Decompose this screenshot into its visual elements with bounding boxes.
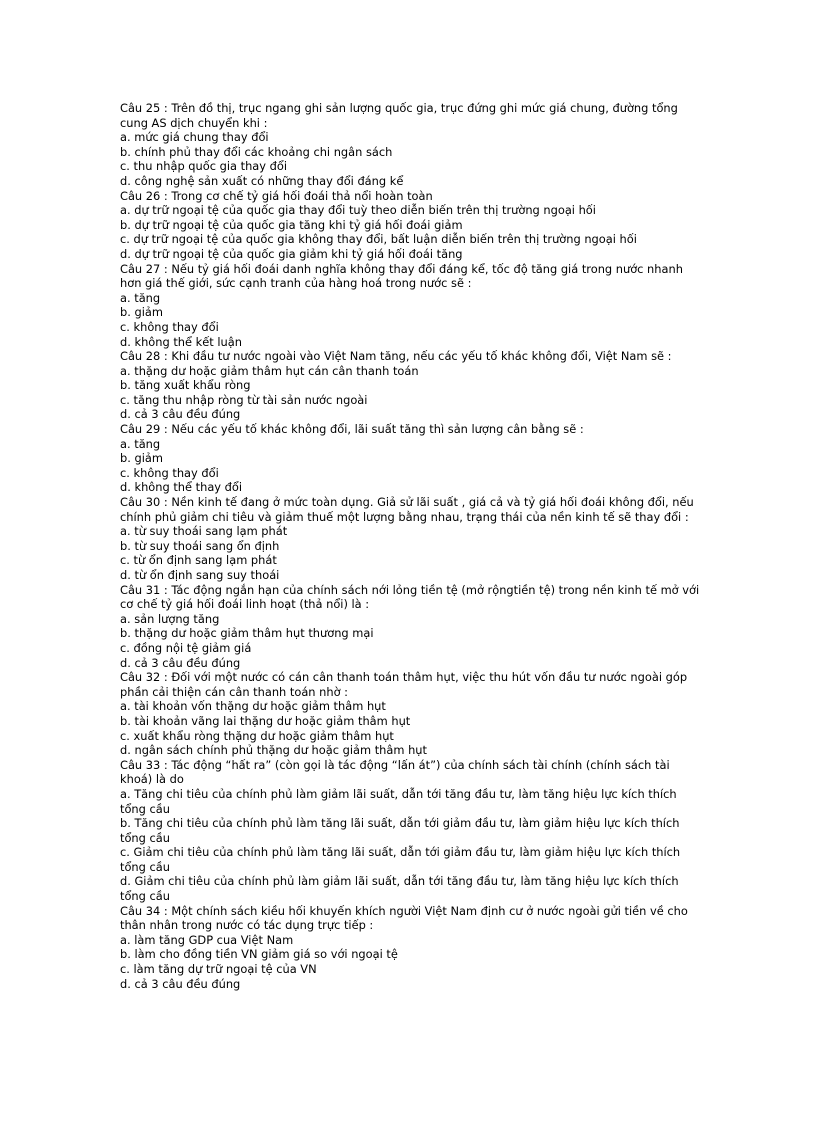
question-block (120, 583, 700, 671)
answer-option: d. cả 3 câu đều đúng (120, 655, 241, 670)
answer-option: d. cả 3 câu đều đúng (120, 976, 241, 991)
question-text: Câu 31 : Tác động ngắn hạn của chính sách nới lỏng tiền tệ (mở rộngtiền tệ) trong nền kinh tế mở với cơ chế tỷ giá hối đoái linh hoạt (thả nổi) là : (120, 582, 700, 612)
answer-option: d. công nghệ sản xuất có những thay đổi đáng kể (120, 173, 404, 188)
answer-option: b. dự trữ ngoại tệ của quốc gia tăng khi tỷ giá hối đoái giảm (120, 217, 463, 232)
question-text: Câu 29 : Nếu các yếu tố khác không đổi, lãi suất tăng thì sản lượng cân bằng sẽ : (120, 422, 584, 437)
question-block (120, 101, 700, 189)
question-text: Câu 28 : Khi đầu tư nước ngoài vào Việt Nam tăng, nếu các yếu tố khác không đổi, Việt Nam sẽ : (120, 349, 672, 364)
answer-option: a. tăng (120, 436, 161, 451)
answer-option: b. thặng dư hoặc giảm thâm hụt thương mại (120, 626, 374, 641)
answer-option: d. ngân sách chính phủ thặng dư hoặc giảm thâm hụt (120, 743, 427, 758)
answer-option: c. tăng thu nhập ròng từ tài sản nước ngoài (120, 392, 368, 407)
answer-option: a. thặng dư hoặc giảm thâm hụt cán cân thanh toán (120, 363, 419, 378)
answer-option: d. cả 3 câu đều đúng (120, 407, 241, 422)
answer-option: c. dự trữ ngoại tệ của quốc gia không thay đổi, bất luận diễn biến trên thị trường ngoại hối (120, 232, 637, 247)
question-block (120, 422, 700, 495)
question-block (120, 904, 700, 992)
question-block (120, 262, 700, 350)
question-text: Câu 27 : Nếu tỷ giá hối đoái danh nghĩa không thay đổi đáng kể, tốc độ tăng giá trong nước nhanh hơn giá thế giới, sức cạnh tranh của hàng hoá trong nước sẽ : (120, 261, 683, 291)
answer-option: b. giảm (120, 305, 163, 320)
question-block (120, 189, 700, 262)
answer-option: a. sản lượng tăng (120, 611, 220, 626)
answer-option: b. Tăng chi tiêu của chính phủ làm tăng lãi suất, dẫn tới giảm đầu tư, làm giảm hiệu lực kích thích tổng cầu (120, 816, 680, 845)
answer-option: b. làm cho đồng tiền VN giảm giá so với ngoại tệ (120, 947, 398, 962)
answer-option: a. làm tăng GDP cua Việt Nam (120, 932, 294, 947)
answer-option: d. Giảm chi tiêu của chính phủ làm giảm lãi suất, dẫn tới tăng đầu tư, làm tăng hiệu lực kích thích tổng cầu (120, 874, 679, 904)
answer-option: c. từ ổn định sang lạm phát (120, 553, 277, 568)
answer-option: c. xuất khẩu ròng thặng dư hoặc giảm thâm hụt (120, 728, 394, 743)
answer-option: d. không thể kết luận (120, 334, 242, 349)
question-text: Câu 25 : Trên đồ thị, trục ngang ghi sản lượng quốc gia, trục đứng ghi mức giá chung, đường tổng cung AS dịch chuyển khi : (120, 101, 678, 130)
question-block (120, 670, 700, 758)
question-block (120, 349, 700, 422)
answer-option: c. làm tăng dự trữ ngoại tệ của VN (120, 962, 317, 977)
answer-option: c. Giảm chi tiêu của chính phủ làm tăng lãi suất, dẫn tới giảm đầu tư, làm giảm hiệu lực kích thích tổng cầu (120, 845, 681, 874)
answer-option: a. từ suy thoái sang lạm phát (120, 524, 288, 539)
question-block (120, 495, 700, 583)
answer-option: b. tài khoản vãng lai thặng dư hoặc giảm thâm hụt (120, 713, 411, 728)
document-page (120, 101, 700, 991)
question-text: Câu 32 : Đối với một nước có cán cân thanh toán thâm hụt, việc thu hút vốn đầu tư nước ngoài góp phần cải thiện cán cân thanh toán nhờ : (120, 670, 688, 699)
answer-option: d. dự trữ ngoại tệ của quốc gia giảm khi tỷ giá hối đoái tăng (120, 246, 463, 261)
answer-option: a. mức giá chung thay đổi (120, 130, 269, 145)
answer-option: a. Tăng chi tiêu của chính phủ làm giảm lãi suất, dẫn tới tăng đầu tư, làm tăng hiệu lực kích thích tổng cầu (120, 786, 677, 816)
answer-option: b. chính phủ thay đổi các khoảng chi ngân sách (120, 144, 393, 159)
answer-option: d. không thể thay đổi (120, 480, 243, 495)
question-text: Câu 30 : Nền kinh tế đang ở mức toàn dụng. Giả sử lãi suất , giá cả và tỷ giá hối đoái không đổi, nếu chính phủ giảm chi tiêu và giảm thuế một lượng bằng nhau, trạng thái của nền kinh tế sẽ thay đổi : (120, 495, 694, 524)
answer-option: c. không thay đổi (120, 319, 219, 334)
answer-option: c. đồng nội tệ giảm giá (120, 640, 252, 655)
answer-option: d. từ ổn định sang suy thoái (120, 568, 280, 582)
answer-option: b. tăng xuất khẩu ròng (120, 378, 251, 393)
answer-option: b. giảm (120, 451, 163, 466)
answer-option: a. tài khoản vốn thặng dư hoặc giảm thâm hụt (120, 699, 386, 714)
answer-option: b. từ suy thoái sang ổn định (120, 538, 280, 553)
question-text: Câu 34 : Một chính sách kiều hối khuyến khích người Việt Nam định cư ở nước ngoài gửi tiền về cho thân nhân trong nước có tác dụng trực tiếp : (120, 903, 688, 933)
answer-option: c. thu nhập quốc gia thay đổi (120, 159, 287, 174)
question-block (120, 758, 700, 904)
answer-option: c. không thay đổi (120, 465, 219, 480)
question-text: Câu 33 : Tác động “hất ra” (còn gọi là tác động “lấn át”) của chính sách tài chính (chính sách tài khoá) là do (120, 757, 670, 787)
question-text: Câu 26 : Trong cơ chế tỷ giá hối đoái thả nổi hoàn toàn (120, 188, 433, 203)
answer-option: a. dự trữ ngoại tệ của quốc gia thay đổi tuỳ theo diễn biến trên thị trường ngoại hối (120, 203, 596, 218)
answer-option: a. tăng (120, 290, 161, 305)
